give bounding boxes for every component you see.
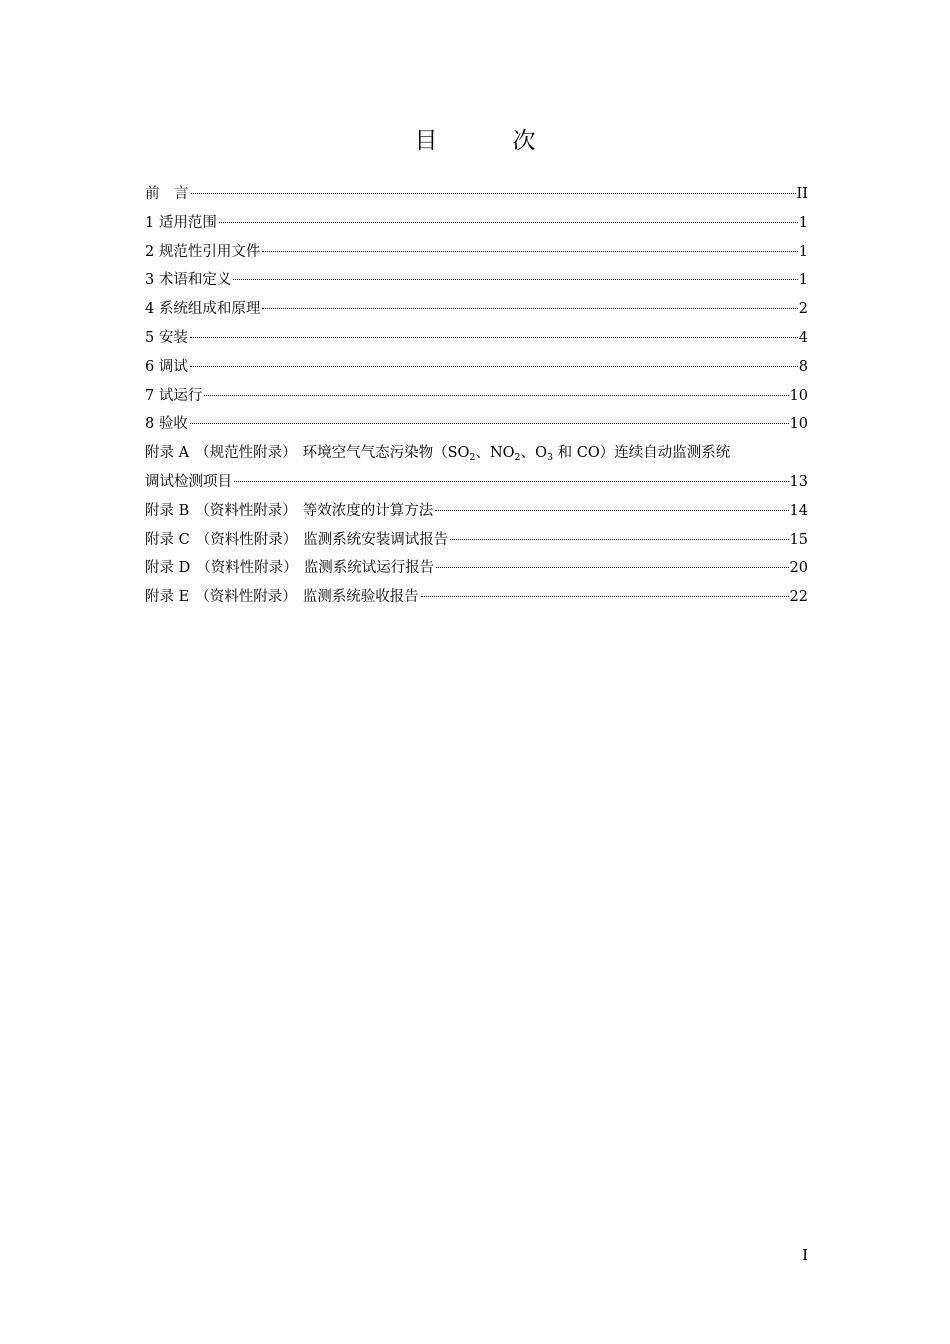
toc-entry-system-composition[interactable] [145, 295, 808, 324]
appendix-kind: （资料性附录） [196, 560, 298, 577]
appendix-kind: （资料性附录） [195, 589, 297, 606]
appendix-title-sep2: 、O [520, 445, 547, 462]
toc-entry-appendix-d[interactable] [145, 554, 808, 583]
appendix-prefix: 附录 E [145, 589, 190, 606]
dot-leader [190, 423, 789, 424]
toc-entry-page: 4 [798, 329, 808, 346]
dot-leader [190, 337, 798, 338]
toc-title: 目 次 [414, 128, 562, 154]
subscript: 2 [514, 452, 521, 464]
dot-leader [436, 567, 788, 568]
toc-entry-normative-references[interactable] [145, 238, 808, 267]
appendix-prefix: 附录 A [145, 445, 190, 462]
toc-entry-label: 7 试运行 [145, 387, 203, 404]
appendix-prefix: 附录 C [145, 531, 190, 548]
dot-leader [233, 279, 797, 280]
toc-entry-appendix-a-continuation[interactable] [145, 468, 808, 497]
toc-entry-label: 调试检测项目 [145, 473, 232, 490]
toc-entry-label [145, 526, 448, 555]
toc-entry-label [145, 497, 433, 526]
toc-entry-page: 14 [789, 502, 808, 519]
toc-entry-acceptance[interactable] [145, 410, 808, 439]
toc-entry-page: 1 [798, 243, 808, 260]
toc-entry-label: 4 系统组成和原理 [145, 301, 261, 318]
dot-leader [190, 366, 798, 367]
toc-entry-appendix-c[interactable] [145, 526, 808, 555]
toc-entry-trial-operation[interactable] [145, 382, 808, 411]
toc-entry-commissioning[interactable] [145, 353, 808, 382]
toc-entry-scope[interactable] [145, 209, 808, 238]
dot-leader [262, 251, 797, 252]
toc-entry-page: 8 [798, 358, 808, 375]
page-number: I [802, 1246, 808, 1264]
appendix-title: 监测系统安装调试报告 [303, 531, 449, 548]
appendix-title-part1: 环境空气气态污染物（SO [302, 445, 470, 462]
appendix-title-part2: 和 CO）连续自动监测系统 [553, 445, 731, 462]
toc-entry-preface[interactable] [145, 180, 808, 209]
toc-entry-label: 8 验收 [145, 416, 188, 433]
appendix-kind: （规范性附录） [195, 445, 297, 462]
toc-entry-label: 3 术语和定义 [145, 272, 232, 289]
toc-entry-page: 15 [789, 531, 808, 548]
toc-entry-page: 10 [789, 416, 808, 433]
toc-entry-label: 1 适用范围 [145, 214, 217, 231]
toc-entry-page: 13 [789, 473, 808, 490]
appendix-title: 监测系统试运行报告 [303, 560, 435, 577]
appendix-prefix: 附录 D [145, 560, 191, 577]
dot-leader [435, 510, 788, 511]
dot-leader [219, 222, 798, 223]
toc-entry-terms-definitions[interactable] [145, 266, 808, 295]
appendix-prefix: 附录 B [145, 502, 190, 519]
toc-entry-label: 5 安装 [145, 329, 188, 346]
toc-entry-label [145, 583, 419, 612]
toc-list [145, 180, 808, 612]
toc-entry-installation[interactable] [145, 324, 808, 353]
toc-entry-appendix-e[interactable] [145, 583, 808, 612]
toc-entry-page: 22 [789, 589, 808, 606]
appendix-title: 等效浓度的计算方法 [302, 502, 434, 519]
toc-entry-page: 1 [798, 214, 808, 231]
appendix-kind: （资料性附录） [195, 502, 297, 519]
toc-entry-page: 1 [798, 272, 808, 289]
toc-entry-page: 20 [789, 560, 808, 577]
dot-leader [204, 395, 788, 396]
appendix-kind: （资料性附录） [195, 531, 298, 548]
dot-leader [262, 308, 797, 309]
toc-entry-appendix-b[interactable] [145, 497, 808, 526]
toc-entry-label [145, 554, 434, 583]
dot-leader [234, 481, 789, 482]
toc-entry-page: II [796, 186, 808, 202]
subscript: 3 [546, 452, 554, 464]
subscript: 2 [469, 452, 476, 464]
dot-leader [421, 596, 789, 597]
toc-entry-label: 6 调试 [145, 358, 188, 375]
toc-entry-page: 10 [789, 387, 808, 404]
dot-leader [191, 193, 796, 194]
appendix-title: 监测系统验收报告 [302, 589, 419, 606]
toc-entry-label: 2 规范性引用文件 [145, 243, 261, 260]
dot-leader [450, 539, 788, 540]
toc-entry-label: 前 言 [145, 186, 189, 202]
appendix-title-sep1: 、NO [475, 445, 515, 462]
toc-entry-appendix-a[interactable] [145, 439, 808, 468]
toc-entry-page: 2 [798, 301, 808, 318]
